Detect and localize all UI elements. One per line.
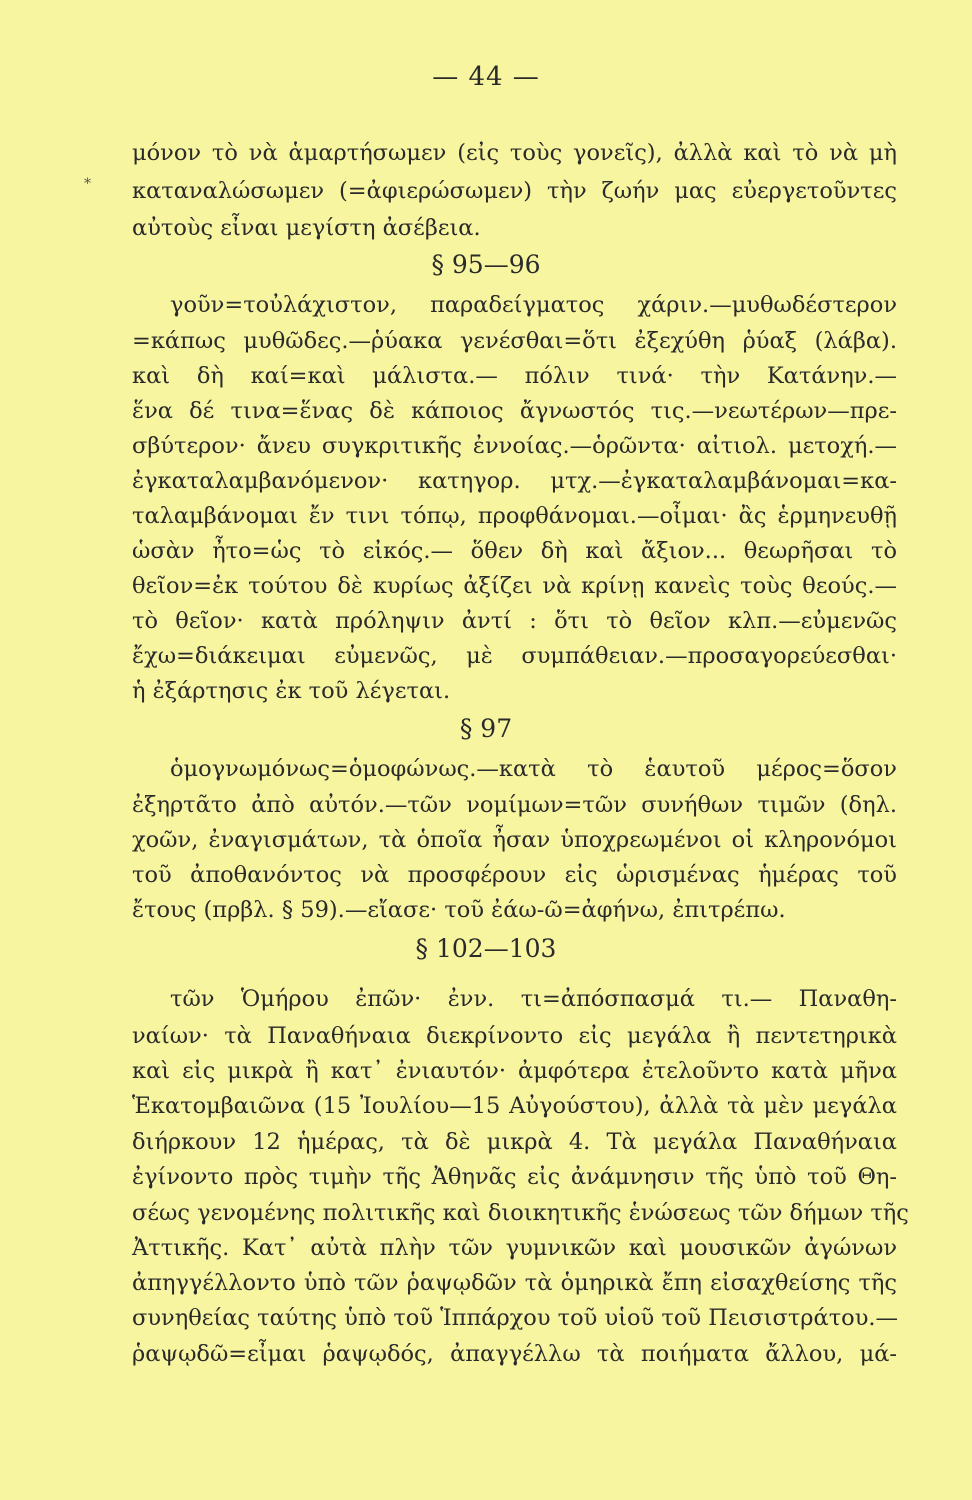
text-line: Ἀττικῆς. Κατ᾿ αὐτὰ πλὴν τῶν γυμνικῶν καὶ μουσικῶν ἀγώνων [132, 1235, 897, 1261]
text-line: καὶ εἰς μικρὰ ἢ κατ᾿ ἐνιαυτόν· ἀμφότερα ἐτελοῦντο κατὰ μῆνα [132, 1058, 897, 1084]
text-line: καταναλώσωμεν (=ἀφιερώσωμεν) τὴν ζωήν μας εὐεργετοῦντες [132, 178, 897, 204]
text-line: θεῖον=ἐκ τούτου δὲ κυρίως ἀξίζει νὰ κρίνῃ κανεὶς τοὺς θεούς.— [132, 573, 897, 599]
text-line: αὐτοὺς εἶναι μεγίστη ἀσέβεια. [132, 215, 481, 241]
text-line: σέως γενομένης πολιτικῆς καὶ διοικητικῆς ἑνώσεως τῶν δήμων τῆς [132, 1200, 909, 1226]
page-number: — 44 — [432, 62, 540, 92]
section-heading: § 95—96 [431, 250, 541, 279]
text-line: ἐγκαταλαμβανόμενον· κατηγορ. μτχ.—ἐγκαταλαμβάνομαι=κα- [132, 468, 897, 494]
margin-mark: * [84, 176, 91, 192]
text-line: ὁμογνωμόνως=ὁμοφώνως.—κατὰ τὸ ἑαυτοῦ μέρος=ὅσον [170, 756, 897, 782]
text-line: =κάπως μυθῶδες.—ῥύακα γενέσθαι=ὅτι ἐξεχύθη ῥύαξ (λάβα). [132, 328, 897, 354]
text-line: συνηθείας ταύτης ὑπὸ τοῦ Ἱππάρχου τοῦ υἱοῦ τοῦ Πεισιστράτου.— [132, 1305, 899, 1331]
text-line: ἕνα δέ τινα=ἕνας δὲ κάποιος ἄγνωστός τις.—νεωτέρων—πρε- [132, 398, 897, 424]
text-line: ἐξηρτᾶτο ἀπὸ αὐτόν.—τῶν νομίμων=τῶν συνήθων τιμῶν (δηλ. [132, 792, 897, 818]
text-line: ἔχω=διάκειμαι εὐμενῶς, μὲ συμπάθειαν.—προσαγορεύεσθαι· [132, 643, 897, 669]
text-line: ἀπηγγέλλοντο ὑπὸ τῶν ῥαψῳδῶν τὰ ὁμηρικὰ ἔπη εἰσαχθείσης τῆς [132, 1270, 897, 1296]
text-line: σβύτερον· ἄνευ συγκριτικῆς ἐννοίας.—ὁρῶντα· αἰτιολ. μετοχή.— [132, 433, 897, 459]
text-line: ἐγίνοντο πρὸς τιμὴν τῆς Ἀθηνᾶς εἰς ἀνάμνησιν τῆς ὑπὸ τοῦ Θη- [132, 1164, 897, 1190]
text-line: καὶ δὴ καί=καὶ μάλιστα.— πόλιν τινά· τὴν Κατάνην.— [132, 363, 897, 389]
text-line: τοῦ ἀποθανόντος νὰ προσφέρουν εἰς ὡρισμένας ἡμέρας τοῦ [132, 862, 897, 888]
text-line: Ἑκατομβαιῶνα (15 Ἰουλίου—15 Αὐγούστου), ἀλλὰ τὰ μὲν μεγάλα [132, 1093, 897, 1119]
text-line: ὡσὰν ἦτο=ὡς τὸ εἰκός.— ὅθεν δὴ καὶ ἄξιον... θεωρῆσαι τὸ [132, 538, 897, 564]
text-line: γοῦν=τοὐλάχιστον, παραδείγματος χάριν.—μυθωδέστερον [170, 292, 897, 318]
text-line: ῥαψῳδῶ=εἶμαι ῥαψῳδός, ἀπαγγέλλω τὰ ποιήματα ἄλλου, μά- [132, 1341, 897, 1367]
text-line: μόνον τὸ νὰ ἁμαρτήσωμεν (εἰς τοὺς γονεῖς), ἀλλὰ καὶ τὸ νὰ μὴ [132, 140, 897, 166]
section-heading: § 102—103 [415, 934, 557, 963]
text-line: ἡ ἐξάρτησις ἐκ τοῦ λέγεται. [132, 678, 451, 704]
text-line: χοῶν, ἐναγισμάτων, τὰ ὁποῖα ἦσαν ὑποχρεωμένοι οἱ κληρονόμοι [132, 827, 897, 853]
text-line: τὸ θεῖον· κατὰ πρόληψιν ἀντί : ὅτι τὸ θεῖον κλπ.—εὐμενῶς [132, 608, 897, 634]
text-line: διήρκουν 12 ἡμέρας, τὰ δὲ μικρὰ 4. Τὰ μεγάλα Παναθήναια [132, 1129, 897, 1155]
text-line: ἔτους (πρβλ. § 59).—εἴασε· τοῦ ἐάω-ῶ=ἀφήνω, ἐπιτρέπω. [132, 897, 786, 923]
text-line: ταλαμβάνομαι ἔν τινι τόπῳ, προφθάνομαι.—οἶμαι· ἂς ἑρμηνευθῇ [132, 503, 897, 529]
section-heading: § 97 [459, 714, 513, 743]
text-line: ναίων· τὰ Παναθήναια διεκρίνοντο εἰς μεγάλα ἢ πεντετηρικὰ [132, 1023, 897, 1049]
text-line: τῶν Ὁμήρου ἐπῶν· ἐνν. τι=ἀπόσπασμά τι.— Παναθη- [170, 986, 897, 1012]
